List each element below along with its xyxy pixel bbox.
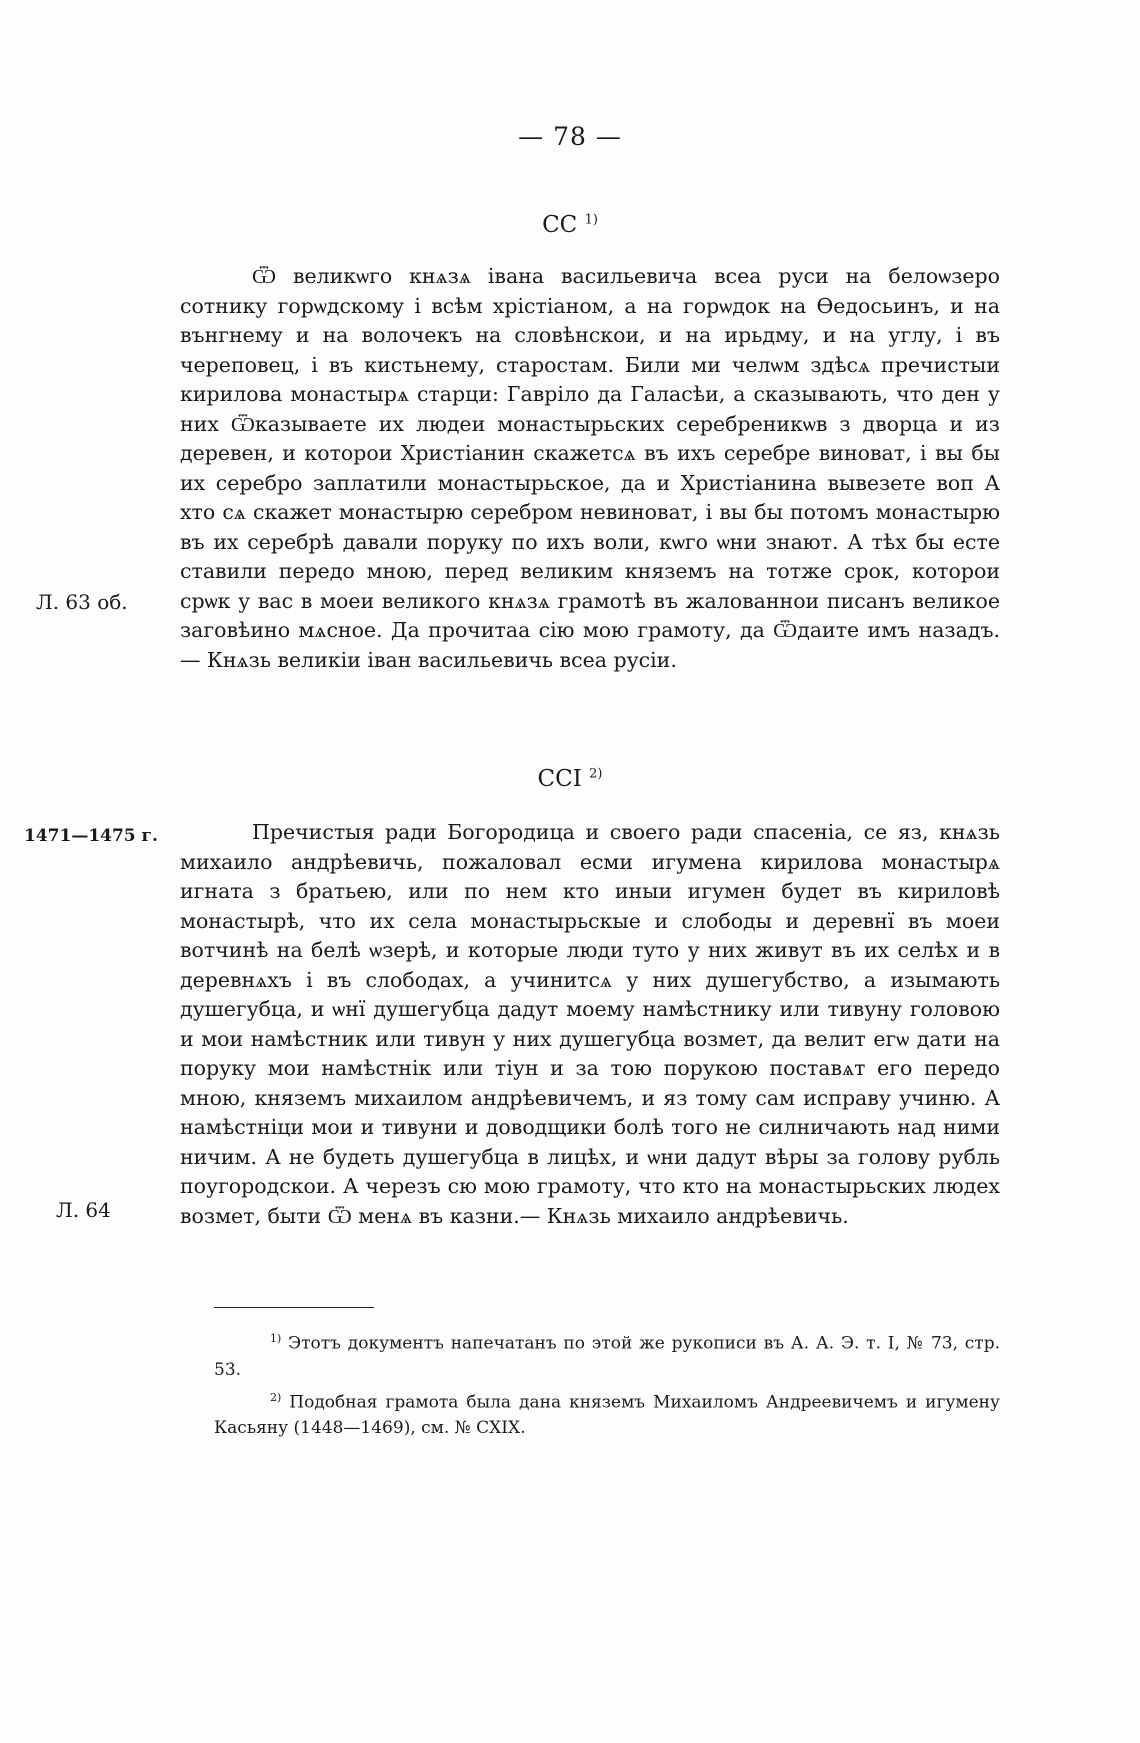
page-number: — 78 — (518, 122, 622, 151)
footnote-1-text: Этотъ документъ напечатанъ по этой же рукописи въ А. А. Э. т. I, № 73, стр. 53. (214, 1333, 1000, 1380)
footnote-ref-1: 1) (584, 212, 598, 228)
document-cci-text: Пречистыя ради Богородица и своего ради спасеніа, се яз, кнѧзь михаило андрѣевичь, пожаловал есми игумена кирилова монастырѧ игната з братьею, или по нем кто иныи игумен будет въ кириловѣ монастырѣ, что их села монастырьскые и слободы и деревнї въ моеи вотчинѣ на белѣ ѡзерѣ, и которые люди туто у них живут въ их селѣх и в деревнѧхъ і въ слободах, а учинитсѧ у них душегубство, а изымають душегубца, и ѡнї душегубца дадут моему намѣстнику или тивуну головою и мои намѣстник или тивун у них душегубца возмет, да велит егѡ дати на поруку мои намѣстнік или тіун и за тою порукою поставѧт его передо мною, княземъ михаилом андрѣевичемъ, и яз тому сам исправу учиню. А намѣстніци мои и тивуни и доводщики болѣ того не силничають над ними ничим. А не будеть душегубца в лицѣх, и ѡни дадут вѣры за голову рубль поугородскои. А черезъ сю мою грамоту, что кто на монастырьских людех возмет, быти Ѿ менѧ въ казни.— Кнѧзь михаило андрѣевичь. (180, 820, 1000, 1228)
margin-date: 1471—1475 г. (24, 826, 158, 846)
footnote-2-mark: 2) (270, 1390, 282, 1404)
footnote-2 (214, 1385, 1000, 1442)
footnote-1 (214, 1326, 1000, 1383)
margin-folio-64: Л. 64 (56, 1198, 111, 1222)
document-cci-body (180, 818, 1000, 1231)
document-cc-number: CC (542, 212, 578, 238)
footnotes (214, 1326, 1000, 1443)
footnote-1-mark: 1) (270, 1332, 282, 1345)
margin-folio-63v: Л. 63 об. (36, 590, 128, 614)
document-cc-body (180, 262, 1000, 675)
document-cc-heading (0, 212, 1140, 238)
document-cci-heading (0, 766, 1140, 792)
footnote-divider (214, 1307, 374, 1308)
document-cci-number: CCI (537, 766, 582, 792)
document-cc-text: Ѿ великѡго кнѧзѧ івана васильевича всеа руси на белоѡзеро сотнику горѡдскому і всѣм хрістіаном, а на горѡдок на Ѳедосьинъ, и на вънгнему и на волочекъ на словѣнскои, и на ирьдму, и на углу, і въ череповец, і въ кистьнему, старостам. Били ми челѡм здѣсѧ пречистыи кирилова монастырѧ старци: Гавріло да Галасѣи, а сказывають, что ден у них Ѿказываете их людеи монастырьских серебреникѡв з дворца и из деревен, и которои Христіанин скажетсѧ въ ихъ серебре виноват, і вы бы их серебро заплатили монастырьское, да и Христіанина вывезете воп А хто сѧ скажет монастырю серебром невиноват, і вы бы потомъ монастырю въ их серебрѣ давали поруку по ихъ воли, кѡго ѡни знают. А тѣх бы есте ставили передо мною, перед великим княземъ на тотже срок, которои срѡк у вас в моеи великого кнѧзѧ грамотѣ въ жалованнои писанъ великое заговѣино мѧсное. Да прочитаа сію мою грамоту, да Ѿдаите имъ назадъ. — Кнѧзь великіи іван васильевичь всеа русіи. (180, 264, 1000, 672)
footnote-ref-2: 2) (589, 766, 603, 782)
footnote-2-text: Подобная грамота была дана княземъ Михаиломъ Андреевичемъ и игумену Касьяну (1448—1469), см. № CXIX. (214, 1392, 1000, 1439)
